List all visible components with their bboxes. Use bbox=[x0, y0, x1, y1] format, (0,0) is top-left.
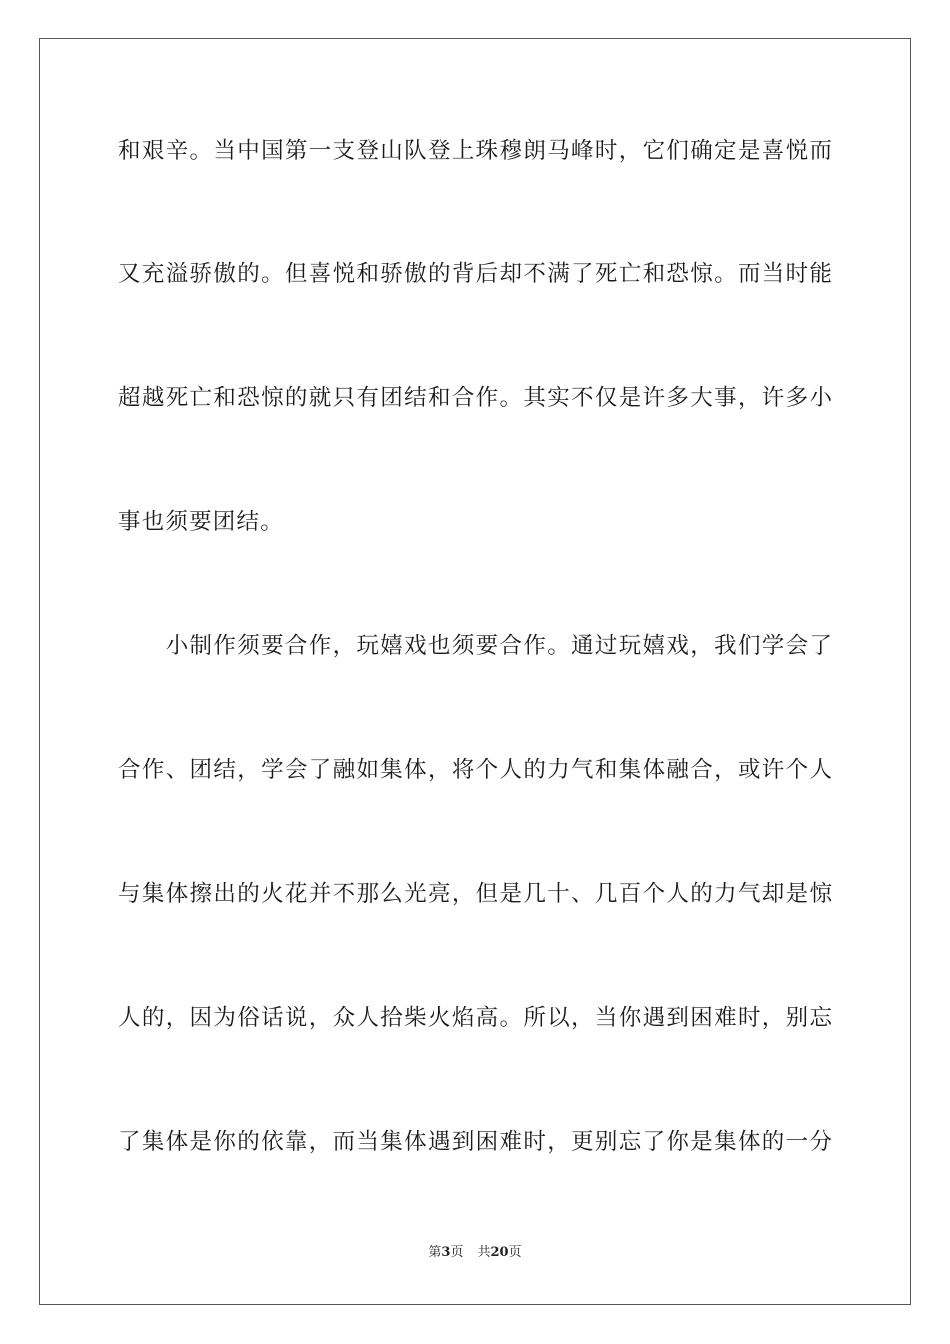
body-text-line-7: 与集体擦出的火花并不那么光亮，但是几十、几百个人的力气却是惊 bbox=[118, 881, 832, 907]
body-text-line-5: 小制作须要合作，玩嬉戏也须要合作。通过玩嬉戏，我们学会了 bbox=[118, 633, 832, 659]
body-text-line-4: 事也须要团结。 bbox=[118, 509, 284, 535]
body-text-line-9: 了集体是你的依靠，而当集体遇到困难时，更别忘了你是集体的一分 bbox=[118, 1129, 832, 1155]
page-prefix: 第 bbox=[428, 1245, 442, 1260]
total-unit: 页 bbox=[508, 1245, 522, 1260]
body-text-line-3: 超越死亡和恐惊的就只有团结和合作。其实不仅是许多大事，许多小 bbox=[118, 385, 832, 411]
current-page-number: 3 bbox=[441, 1245, 451, 1260]
body-text-line-1: 和艰辛。当中国第一支登山队登上珠穆朗马峰时，它们确定是喜悦而 bbox=[118, 138, 832, 164]
total-prefix: 共 bbox=[477, 1245, 491, 1260]
body-text-line-2: 又充溢骄傲的。但喜悦和骄傲的背后却不满了死亡和恐惊。而当时能 bbox=[118, 261, 832, 287]
page-unit: 页 bbox=[450, 1245, 464, 1260]
body-text-line-8: 人的，因为俗话说，众人拾柴火焰高。所以，当你遇到困难时，别忘 bbox=[118, 1005, 832, 1031]
page-border bbox=[39, 38, 911, 1305]
page-footer bbox=[0, 1244, 950, 1262]
body-text-line-6: 合作、团结，学会了融如集体，将个人的力气和集体融合，或许个人 bbox=[118, 757, 832, 783]
total-page-count: 20 bbox=[490, 1245, 509, 1260]
